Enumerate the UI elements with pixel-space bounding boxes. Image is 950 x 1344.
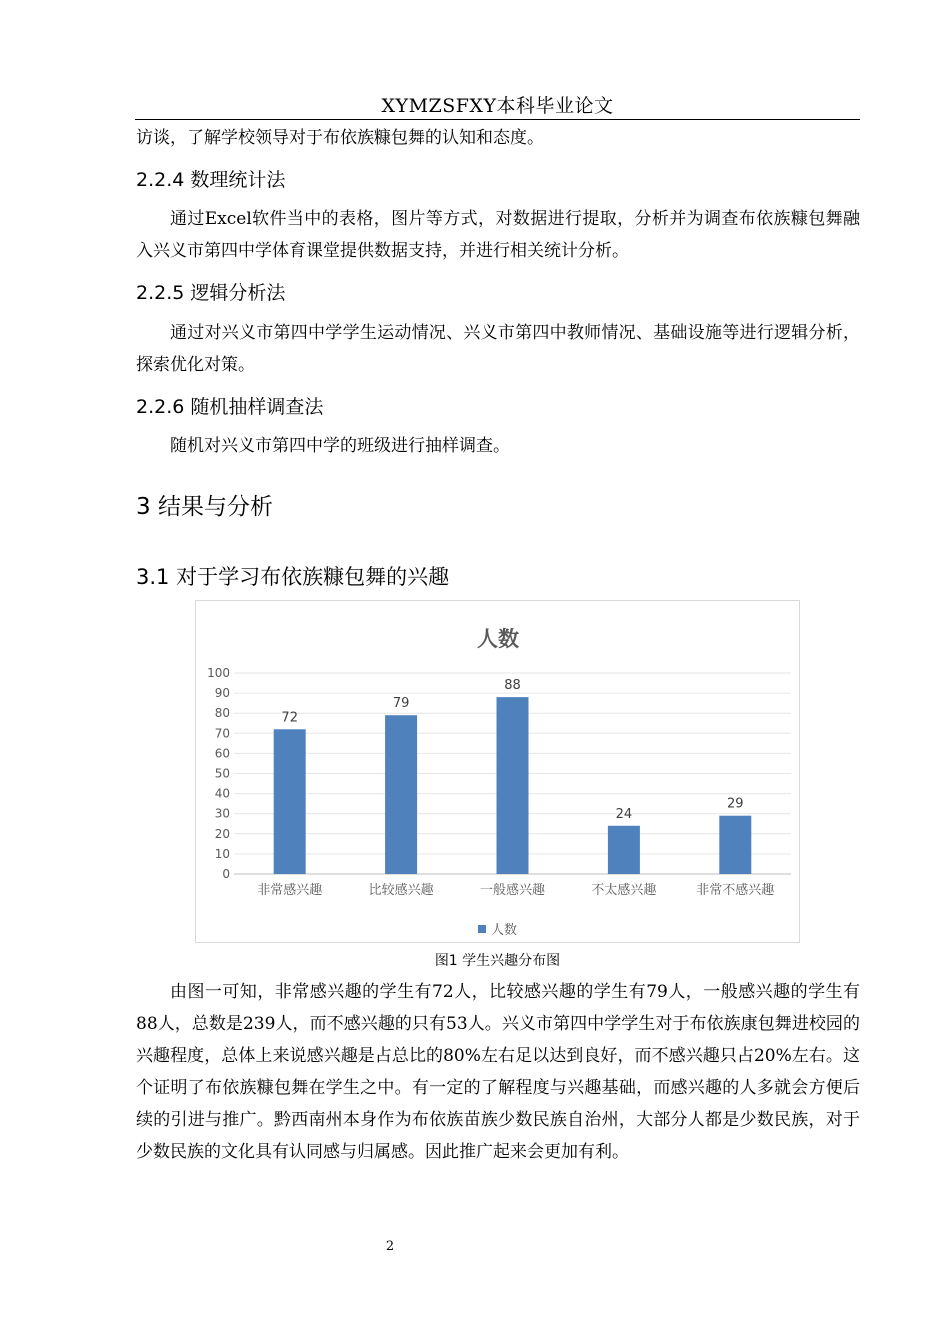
bar [497, 697, 529, 874]
y-tick-label: 10 [214, 846, 230, 861]
y-tick-label: 40 [214, 786, 230, 801]
heading-3: 3 结果与分析 [136, 494, 273, 520]
x-tick-label: 非常不感兴趣 [696, 883, 775, 898]
y-tick-label: 80 [214, 706, 230, 721]
bar [274, 729, 306, 874]
figure-caption: 图1 学生兴趣分布图 [434, 953, 561, 969]
x-tick-label: 一般感兴趣 [479, 883, 546, 898]
heading-2-2-5: 2.2.5 逻辑分析法 [136, 282, 286, 304]
paragraph-interview: 访谈，了解学校领导对于布依族糠包舞的认知和态度。 [136, 128, 544, 148]
running-header: XYMZSFXY本科毕业论文 [381, 95, 614, 117]
chart-x-axis [257, 882, 774, 898]
heading-2-2-4: 2.2.4 数理统计法 [136, 169, 286, 191]
legend-label: 人数 [491, 923, 518, 938]
y-tick-label: 30 [214, 806, 230, 821]
chart-y-axis [207, 666, 230, 881]
paragraph-statistics: 通过Excel软件当中的表格，图片等方式，对数据进行提取，分析并为调查布依族糠包舞融入兴义市第四中学体育课堂提供数据支持，并进行相关统计分析。 [136, 209, 860, 261]
chart-legend [478, 922, 517, 938]
header-rule [135, 119, 860, 120]
paragraph-logic: 通过对兴义市第四中学学生运动情况、兴义市第四中教师情况、基础设施等进行逻辑分析，探索优化对策。 [136, 323, 860, 375]
y-tick-label: 0 [222, 867, 230, 881]
y-tick-label: 60 [214, 746, 230, 761]
y-tick-label: 70 [214, 726, 230, 741]
y-tick-label: 20 [214, 826, 230, 841]
y-tick-label: 50 [214, 766, 230, 781]
heading-2-2-6: 2.2.6 随机抽样调查法 [136, 396, 324, 418]
heading-3-1: 3.1 对于学习布依族糠包舞的兴趣 [136, 565, 450, 589]
paragraph-analysis: 由图一可知，非常感兴趣的学生有72人，比较感兴趣的学生有79人，一般感兴趣的学生有88人，总数是239人，而不感兴趣的只有53人。兴义市第四中学学生对于布依族康包舞进校园的兴趣程度，总体上来说感兴趣是占总比的80%左右足以达到良好，而不感兴趣只占20%左右。这个证明了布依族糠包舞在学生之中。有一定的了解程度与兴趣基础，而感兴趣的人多就会方便后续的引进与推广。黔西南州本身作为布依族苗族少数民族自治州，大部分人都是少数民族，对于少数民族的文化具有认同感与归属感。因此推广起来会更加有利。 [136, 982, 860, 1162]
data-label: 88 [504, 678, 521, 694]
legend-swatch [478, 925, 486, 933]
page-number: 2 [385, 1239, 395, 1254]
bar [385, 715, 417, 874]
chart-canvas [196, 601, 801, 944]
x-tick-label: 比较感兴趣 [368, 883, 434, 898]
data-label: 29 [727, 796, 744, 812]
y-tick-label: 100 [207, 666, 230, 680]
x-tick-label: 不太感兴趣 [591, 883, 657, 898]
paragraph-sampling: 随机对兴义市第四中学的班级进行抽样调查。 [170, 436, 510, 456]
data-label: 79 [392, 696, 410, 712]
chart-title: 人数 [477, 627, 519, 651]
bar [719, 816, 751, 874]
chart-bars [274, 697, 752, 874]
bar-chart [195, 600, 800, 943]
bar [608, 826, 640, 874]
data-label: 24 [615, 806, 633, 822]
x-tick-label: 非常感兴趣 [257, 883, 323, 898]
y-tick-label: 90 [214, 686, 230, 701]
data-label: 72 [281, 710, 298, 726]
